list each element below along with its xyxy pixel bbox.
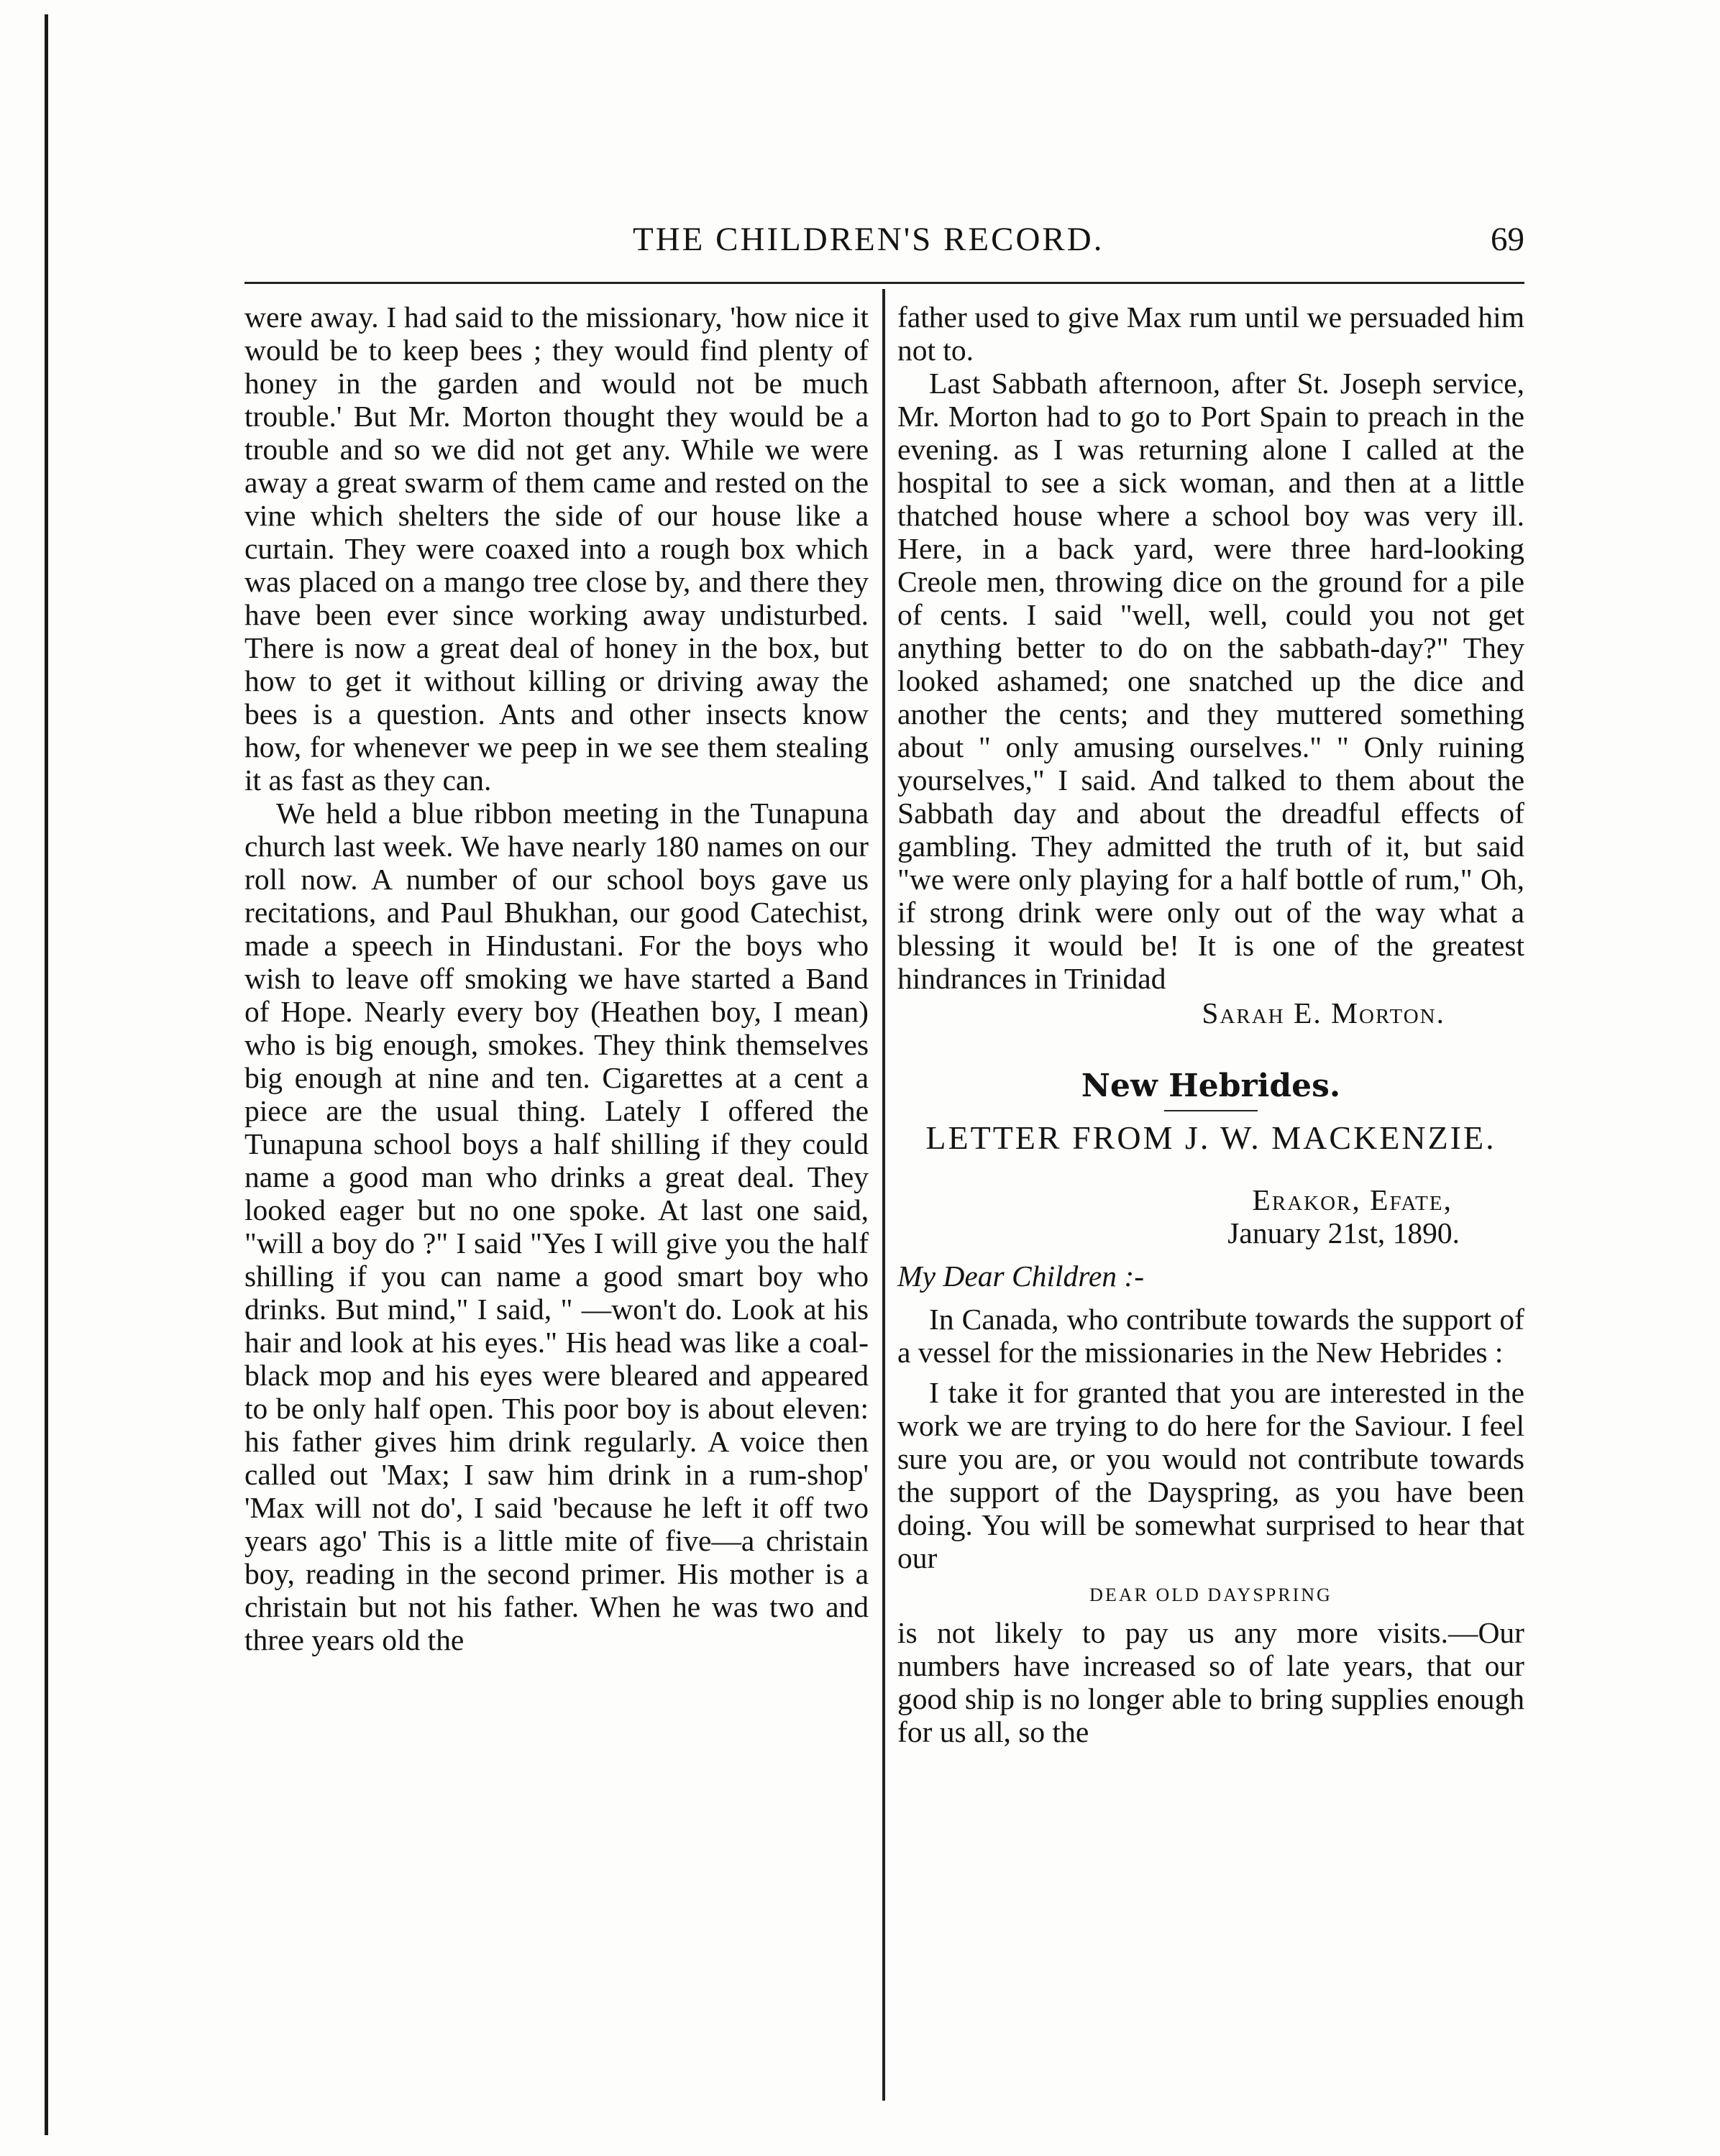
article-paragraph: I take it for granted that you are interested in the work we are trying to do here for the Saviour. I feel sure you are, or you would not contribute towards the support of the Dayspring, as you have been doing. You will be somewhat surprised to hear that our	[897, 1376, 1524, 1574]
letter-salutation: My Dear Children :-	[897, 1260, 1145, 1293]
page-number: 69	[1491, 221, 1524, 258]
section-rule	[1164, 1110, 1258, 1111]
signature: Sarah E. Morton.	[1202, 996, 1445, 1029]
article-paragraph: Last Sabbath afternoon, after St. Joseph service, Mr. Morton had to go to Port Spain to preach in the evening. as I was returning alone I called at the hospital to see a sick woman, and then at a little thatched house where a school boy was very ill. Here, in a back yard, were three hard-looking Creole men, throwing dice on the ground for a pile of cents. I said "well, well, could you not get anything better to do on the sabbath-day?" They looked ashamed; one snatched up the dice and another the cents; and they muttered something about " only amusing ourselves." " Only ruining yourselves," I said. And talked to them about the Sabbath day and about the dreadful effects of gambling. They admitted the truth of it, but said "we were only playing for a half bottle of rum," Oh, if strong drink were only out of the way what a blessing it would be! It is one of the greatest hindrances in Trinidad	[897, 367, 1524, 995]
letter-address: Erakor, Efate,	[1252, 1183, 1453, 1216]
article-paragraph: We held a blue ribbon meeting in the Tunapuna church last week. We have nearly 180 names on our roll now. A number of our school boys gave us recitations, and Paul Bhukhan, our good Catechist, made a speech in Hindustani. For the boys who wish to leave off smoking we have started a Band of Hope. Nearly every boy (Heathen boy, I mean) who is big enough, smokes. They think themselves big enough at nine and ten. Cigarettes at a cent a piece are the usual thing. Lately I offered the Tunapuna school boys a half shilling if they could name a good man who drinks a great deal. They looked eager but no one spoke. At last one said, "will a boy do ?" I said "Yes I will give you the half shilling if you can name a good smart boy who drinks. But mind," I said, " —won't do. Look at his hair and look at his eyes." His head was like a coal-black mop and his eyes were bleared and appeared to be only half open. This poor boy is about eleven: his father gives him drink regularly. A voice then called out 'Max; I saw him drink in a rum-shop' 'Max will not do', I said 'because he left it off two years ago' This is a little mite of five—a christain boy, reading in the second primer. His mother is a christain but not his father. When he was two and three years old the	[244, 797, 869, 1656]
right-column	[897, 301, 1524, 1748]
article-paragraph: In Canada, who contribute towards the support of a vessel for the missionaries in the New Hebrides :	[897, 1303, 1524, 1369]
scan-edge-line	[45, 14, 48, 2135]
letter-date: January 21st, 1890.	[1227, 1216, 1460, 1249]
subheading: DEAR OLD DAYSPRING	[1089, 1584, 1332, 1605]
article-paragraph: is not likely to pay us any more visits.—Our numbers have increased so of late years, that our good ship is no longer able to bring supplies enough for us all, so the	[897, 1616, 1524, 1748]
section-title: New Hebrides.	[1081, 1068, 1341, 1104]
header-rule	[244, 282, 1524, 284]
article-paragraph: were away. I had said to the missionary, 'how nice it would be to keep bees ; they would find plenty of honey in the garden and would not be much trouble.' But Mr. Morton thought they would be a trouble and so we did not get any. While we were away a great swarm of them came and rested on the vine which shelters the side of our house like a curtain. They were coaxed into a rough box which was placed on a mango tree close by, and there they have been ever since working away undisturbed. There is now a great deal of honey in the box, but how to get it without killing or driving away the bees is a question. Ants and other insects know how, for whenever we peep in we see them stealing it as fast as they can.	[244, 301, 869, 797]
page-header	[244, 220, 1524, 263]
article-paragraph: father used to give Max rum until we persuaded him not to.	[897, 301, 1524, 367]
letter-title: LETTER FROM J. W. MACKENZIE.	[925, 1119, 1496, 1156]
column-divider	[882, 289, 885, 2101]
left-column	[244, 301, 869, 1656]
running-title: THE CHILDREN'S RECORD.	[633, 221, 1104, 258]
